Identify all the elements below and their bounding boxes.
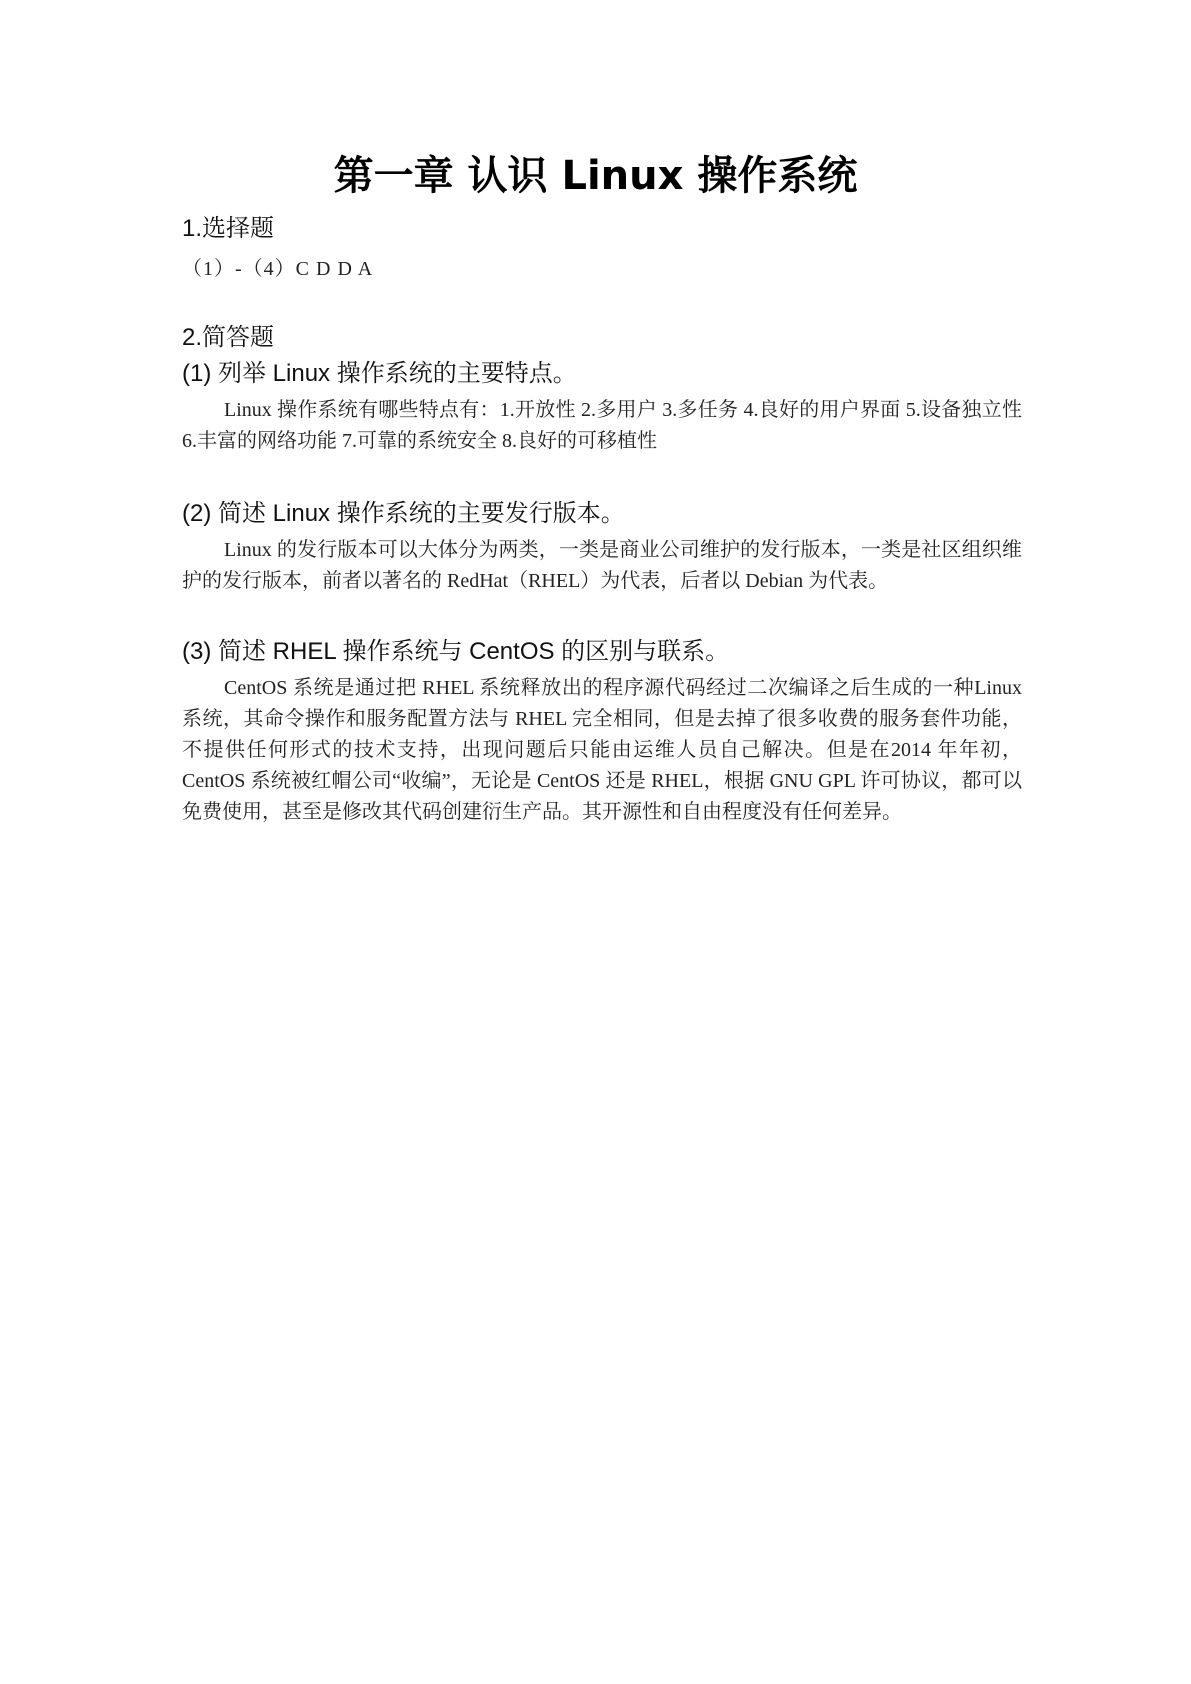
question-title: (3) 简述 RHEL 操作系统与 CentOS 的区别与联系。 bbox=[182, 638, 730, 665]
question-title: (2) 简述 Linux 操作系统的主要发行版本。 bbox=[182, 500, 625, 527]
question-block-3 bbox=[182, 635, 1022, 828]
section-heading-short-answer: 2.简答题 bbox=[182, 324, 275, 351]
page-title: 第一章 认识 Linux 操作系统 bbox=[333, 153, 858, 199]
document-body bbox=[182, 212, 1022, 828]
section-heading-choice: 1.选择题 bbox=[182, 215, 275, 242]
question-title: (1) 列举 Linux 操作系统的主要特点。 bbox=[182, 360, 577, 387]
question-block-2 bbox=[182, 497, 1022, 597]
question-answer: Linux 操作系统有哪些特点有：1.开放性 2.多用户 3.多任务 4.良好的用户界面 5.设备独立性 6.丰富的网络功能 7.可靠的系统安全 8.良好的可移植性 bbox=[182, 399, 1022, 452]
choice-answers: （1）-（4）C D D A bbox=[182, 258, 374, 280]
question-block-1 bbox=[182, 357, 1022, 457]
question-answer: Linux 的发行版本可以大体分为两类，一类是商业公司维护的发行版本，一类是社区组织维护的发行版本，前者以著名的 RedHat（RHEL）为代表，后者以 Debian 为代表。 bbox=[182, 539, 1022, 592]
question-answer: CentOS 系统是通过把 RHEL 系统释放出的程序源代码经过二次编译之后生成的一种Linux 系统，其命令操作和服务配置方法与 RHEL 完全相同，但是去掉了很多收费的服务套件功能，不提供任何形式的技术支持，出现问题后只能由运维人员自己解决。但是在2014 年年初，CentOS 系统被红帽公司“收编”，无论是 CentOS 还是 RHEL，根据 GNU GPL 许可协议，都可以免费使用，甚至是修改其代码创建衍生产品。其开源性和自由程度没有任何差异。 bbox=[182, 677, 1022, 823]
